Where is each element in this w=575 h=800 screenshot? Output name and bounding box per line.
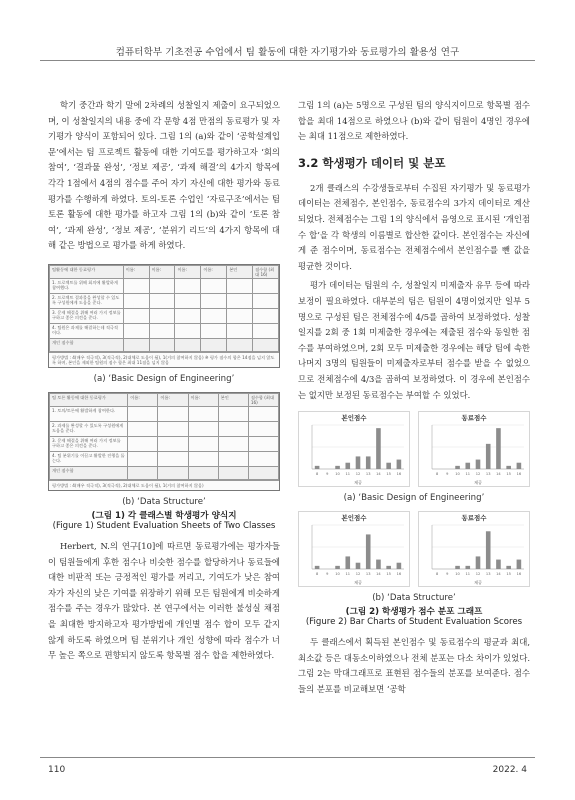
form-a-row: 1. 프로젝트를 위해 회의에 활발하게 참여했다. [50,278,124,293]
chart-row-b [298,511,530,587]
form-a-total: 개인 점수합 [50,338,124,351]
evaluation-form-a [48,264,280,368]
x-tick-label: 10 [455,472,460,477]
bar [345,557,350,570]
figure-1a-caption: (a) ‘Basic Design of Engineering’ [93,373,235,384]
form-a-header-0: 팀활동에 대한 동료평가 [50,265,124,278]
bar [517,560,522,569]
issue-date: 2022. 4 [492,765,527,775]
x-axis-label: 제공 [473,580,483,586]
form-a-header-6: 점수합 (최대 16) [253,265,279,278]
x-tick-label: 13 [485,572,491,577]
x-tick-label: 16 [516,572,522,577]
x-tick-label: 12 [355,572,361,577]
bar [476,460,481,469]
chart-title: 동료점수 [461,514,487,523]
bar [335,466,340,469]
form-a-row: 3. 문제 해결을 위해 여러 가지 정보를 구하고 좋은 의견을 준다. [50,308,124,323]
x-tick-label: 13 [365,472,371,477]
footer-rule [40,757,535,758]
x-tick-label: 8 [435,572,439,577]
x-tick-label: 13 [365,572,371,577]
x-tick-label: 16 [396,472,402,477]
bar [397,563,402,569]
chart-title: 본인점수 [341,514,367,523]
x-tick-label: 11 [465,472,471,477]
x-tick-label: 8 [435,472,439,477]
bar [386,463,391,469]
bar [315,466,320,469]
bar [465,566,470,569]
bar [496,560,501,569]
form-b-row: 2. 과제를 완성할 수 있도록 구성원에게 도움을 준다. [50,421,128,436]
bar [376,428,381,469]
form-b-header-2: 이름: [158,393,188,406]
x-tick-label: 13 [485,472,491,477]
right-paragraph-1: 그림 1의 (a)는 5명으로 구성된 팀의 양식지이므로 항목별 점수 합을 최대 14점으로 하였으나 (b)와 같이 팀원이 4명인 경우에는 최대 11점으로 제한하였다. [298,100,530,142]
form-b-header-1: 이름: [128,393,158,406]
x-axis-label: 제공 [353,580,363,586]
x-tick-label: 9 [326,572,329,577]
x-tick-label: 15 [386,572,391,577]
x-tick-label: 16 [516,472,522,477]
x-tick-label: 8 [315,572,319,577]
left-paragraph-1: 학기 중간과 학기 말에 2차례의 성찰일지 제출이 요구되었으며, 이 성찰일지의 내용 중에 각 문항 4점 만점의 동료평가 및 자기평가 양식이 포함되어 있다. 그림 1의 (a)와 같이 ‘공학설계입문’에서는 팀 프로젝트 활동에 대한 기여도를 평가하고자 ‘회의 참여’, ‘결과물 완성’, ‘정보 제공’, ‘과제 해결’의 4가지 항목에 각각 1점에서 4점의 점수를 주어 자기 자신에 대한 평가와 동료평가를 수행하게 하였다. 토의-토론 수업인 ‘자료구조’에서는 팀 토론 활동에 대한 평가를 하고자 그림 1의 (b)와 같이 ‘토론 참여’, ‘과제 완성’, ‘정보 제공’, ‘분위기 리드’의 4가지 항목에 대해 같은 방법으로 평가를 하게 하였다. [48,100,280,251]
left-column [48,98,280,668]
bar [376,560,381,569]
form-b-note: 평가방법 : 4(매우 적극적), 3(적극적), 2(대체로 도움이 됨), 1(거의 참여하지 않음) [49,480,279,490]
chart-a-peer [418,411,530,487]
form-a-header-5: 본인 [227,265,253,278]
form-b-header-3: 이름: [188,393,218,406]
bar [506,466,511,469]
form-a-header-4: 이름: [201,265,227,278]
right-column [298,98,530,701]
x-tick-label: 12 [475,572,481,577]
bar [345,463,350,469]
chart-title: 동료점수 [461,414,487,423]
bar [455,466,460,469]
bar [366,457,371,470]
chart-row-a [298,411,530,487]
x-tick-label: 9 [326,472,329,477]
figure-1-caption-korean: (그림 1) 각 클래스별 학생평가 양식지 [91,510,237,521]
bar [356,457,361,470]
bar [465,463,470,469]
running-header: 컴퓨터학부 기초전공 수업에서 팀 활동에 대한 자기평가와 동료평가의 활용성 연구 [115,47,460,58]
x-tick-label: 14 [496,472,501,477]
x-tick-label: 14 [376,572,381,577]
form-a-row: 2. 프로젝트 결과물을 완성할 수 있도록 구성원에게 도움을 준다. [50,293,124,308]
chart-b-peer [418,511,530,587]
bar [397,460,402,469]
section-heading: 3.2 학생평가 데이터 및 분포 [298,155,446,170]
x-tick-label: 10 [455,572,460,577]
header-rule [40,60,535,61]
chart-a-self [298,411,410,487]
x-tick-label: 11 [465,572,471,577]
x-axis-label: 제공 [353,480,363,486]
bar [486,531,491,569]
bar [496,428,501,469]
form-a-header-1: 이름: [123,265,149,278]
form-b-header-4: 본인 [218,393,248,406]
x-tick-label: 11 [345,572,351,577]
x-tick-label: 16 [396,572,402,577]
right-paragraph-2: 2개 클래스의 수강생들로부터 수집된 자기평가 및 동료평가 데이터는 전체점수, 본인점수, 동료점수의 3가지 데이터로 계산되었다. 전체점수는 그림 1의 양식에서 음영으로 표시된 ‘개인점수 합’을 각 학생의 이름별로 합산한 값이다. 본인점수는 자신에게 준 점수이며, 동료점수는 전체점수에서 본인점수를 뺀 값을 평균한 것이다. [298,182,530,271]
right-paragraph-3: 평가 데이터는 팀원의 수, 성찰일지 미제출자 유무 등에 따라 보정이 필요하였다. 대부분의 팀은 팀원이 4명이었지만 일부 5명으로 구성된 팀은 전체점수에 4/5를 곱하여 보정하였다. 성찰일지를 2회 중 1회 미제출한 경우에는 제출된 점수와 동일한 점수를 부여하였으며, 2회 모두 미제출한 경우에는 해당 팀에 속한 나머지 3명의 팀원들이 미제출자로부터 점수를 받을 수 없었으므로 전체점수에 4/3을 곱하여 보정하였다. 이 경우에 본인점수는 없지만 보정된 동료점수는 부여할 수 있었다. [298,280,530,400]
x-tick-label: 15 [506,472,511,477]
x-tick-label: 12 [355,472,361,477]
form-a-header-2: 이름: [149,265,175,278]
figure-1-caption-english: (Figure 1) Student Evaluation Sheets of Two Classes [52,520,276,531]
form-b-row: 3. 문제 해결을 위해 여러 가지 정보를 구하고 좋은 의견을 준다. [50,436,128,451]
x-tick-label: 8 [315,472,319,477]
bar [366,535,371,570]
figure-2b-caption: (b) ‘Data Structure’ [372,593,456,604]
x-tick-label: 14 [496,572,501,577]
chart-b-self [298,511,410,587]
form-b-total: 개인 점수합 [50,466,128,479]
form-b-row: 1. 토의/토론에 활발하게 참여한다. [50,406,128,421]
form-b-header-0: 팀 토론 활동에 대한 동료평가 [50,393,128,406]
bar [335,566,340,569]
bar [386,566,391,569]
x-tick-label: 15 [506,572,511,577]
bar [356,563,361,569]
form-b-row: 4. 팀 분위기를 이끌고 활발한 진행을 돕는다. [50,451,128,466]
form-a-note: 평가방법 : 4(매우 적극적), 3(적극적), 2(대체로 도움이 됨), 1(거의 참여하지 않음) ※ 평가 점수의 합은 14점을 넘지 않도록 하며, 본인을 제외한 팀원의 점수 합은 최대 11점을 넘지 않음 [49,352,279,367]
bar [476,557,481,570]
x-tick-label: 10 [335,472,340,477]
x-tick-label: 12 [475,472,481,477]
figure-1b-caption: (b) ‘Data Structure’ [122,496,206,507]
chart-title: 본인점수 [341,414,367,423]
bar [517,463,522,469]
form-a-header-3: 이름: [175,265,201,278]
page-number: 110 [48,765,66,775]
x-axis-label: 제공 [473,480,483,486]
left-paragraph-2: Herbert, N.의 연구[10]에 따르면 동료평가에는 평가자들이 팀원들에게 후한 점수나 비슷한 점수를 할당하거나 동료들에 대한 비판적 또는 긍정적인 평가를 꺼리고, 기여도가 낮은 참여자가 자신의 낮은 기여를 위장하기 위해 모든 팀원에게 비슷하게 점수를 주는 경우가 많았다. 본 연구에서는 이러한 불성실 채점을 최대한 방지하고자 평가방법에 개인별 점수 합이 모두 같지 않게 하도록 하였으며 팀 분위기나 개인 성향에 따라 점수가 너무 높은 쪽으로 편향되지 않도록 항목별 점수 합을 제한하였다. [48,540,280,661]
form-b-header-5: 점수합 (최대 16) [248,393,278,406]
x-tick-label: 14 [376,472,381,477]
right-paragraph-4: 두 클래스에서 획득된 본인점수 및 동료점수의 평균과 최대, 최소값 등은 대동소이하였으나 전체 분포는 다소 차이가 있었다. 그림 2는 막대그래프로 표현된 점수들의 분포를 보여준다. 점수들의 분포를 비교해보면 ‘공학 [298,637,530,694]
figure-2-caption-korean: (그림 2) 학생평가 점수 분포 그래프 [345,607,483,618]
figure-2-caption-english: (Figure 2) Bar Charts of Student Evaluation Scores [305,617,523,628]
evaluation-form-b [48,392,280,491]
x-tick-label: 9 [446,572,449,577]
x-tick-label: 11 [345,472,351,477]
x-tick-label: 15 [386,472,391,477]
bar [486,444,491,469]
bar [455,566,460,569]
bar [315,566,320,569]
x-tick-label: 9 [446,472,449,477]
figure-2a-caption: (a) ‘Basic Design of Engineering’ [343,493,485,504]
bar [506,566,511,569]
form-a-row: 4. 팀원은 과제를 해결하는데 적극적이다. [50,323,124,338]
x-tick-label: 10 [335,572,340,577]
